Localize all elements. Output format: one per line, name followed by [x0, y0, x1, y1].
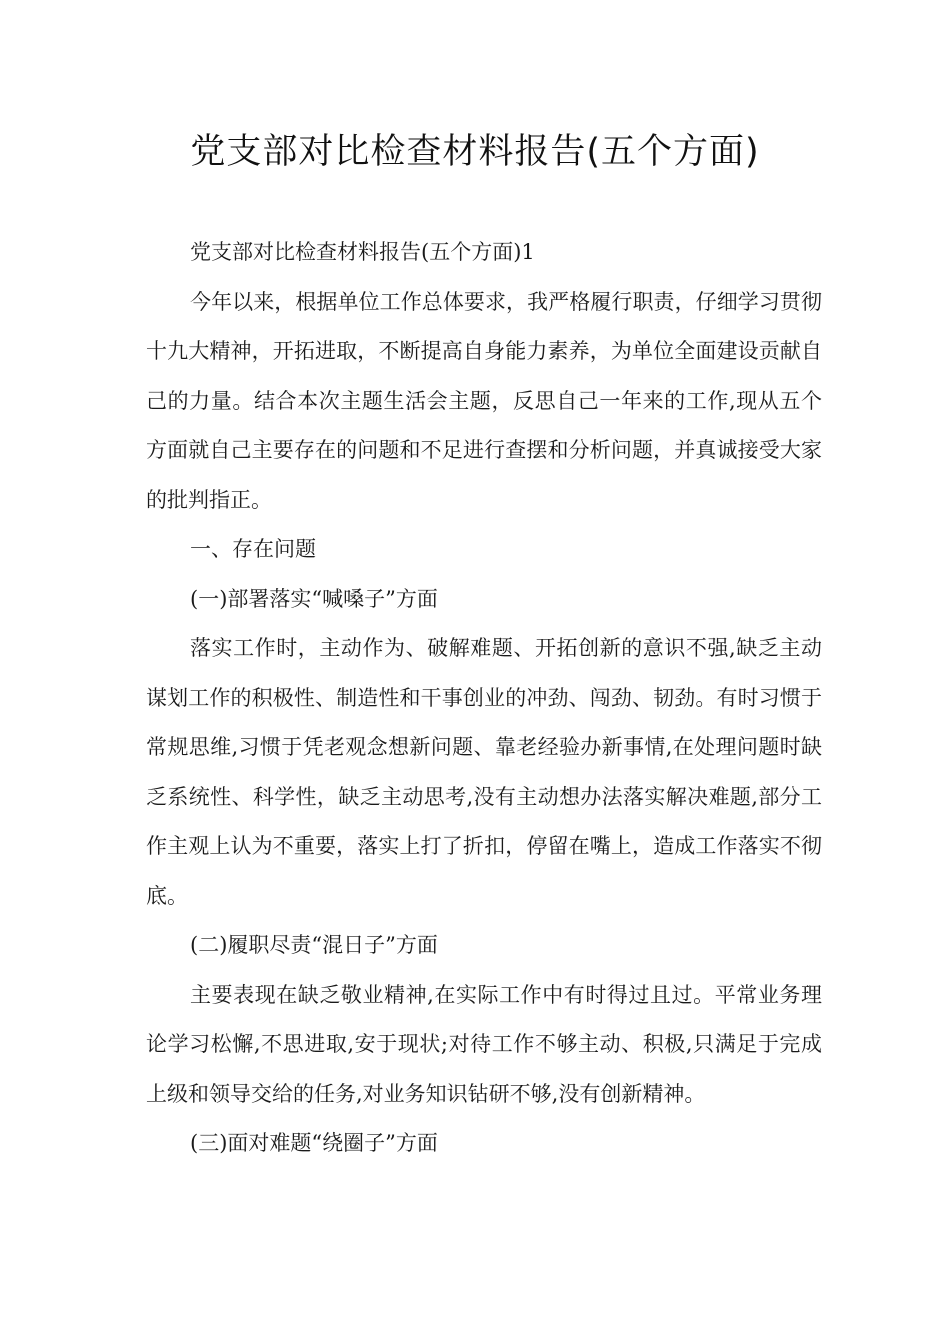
document-body: [146, 228, 822, 1169]
document-title: 党支部对比检查材料报告(五个方面): [190, 132, 760, 172]
subsection-heading-1: (一)部署落实“喊嗓子”方面: [190, 586, 438, 611]
section-heading-problems: 一、存在问题: [190, 537, 316, 561]
paragraph-subsection-1: 落实工作时，主动作为、破解难题、开拓创新的意识不强,缺乏主动谋划工作的积极性、制造性和干事创业的冲劲、闯劲、韧劲。有时习惯于常规思维,习惯于凭老观念想新问题、靠老经验办新事情,在处理问题时缺乏系统性、科学性，缺乏主动思考,没有主动想办法落实解决难题,部分工作主观上认为不重要，落实上打了折扣，停留在嘴上，造成工作落实不彻底。: [146, 636, 822, 908]
paragraph-subsection-2: 主要表现在缺乏敬业精神,在实际工作中有时得过且过。平常业务理论学习松懈,不思进取,安于现状;对待工作不够主动、积极,只满足于完成上级和领导交给的任务,对业务知识钻研不够,没有创新精神。: [146, 982, 822, 1106]
subsection-heading-2: (二)履职尽责“混日子”方面: [190, 933, 438, 957]
paragraph-intro: 今年以来，根据单位工作总体要求，我严格履行职责，仔细学习贯彻十九大精神，开拓进取，不断提高自身能力素养，为单位全面建设贡献自己的力量。结合本次主题生活会主题，反思自己一年来的工作,现从五个方面就自己主要存在的问题和不足进行查摆和分析问题，并真诚接受大家的批判指正。: [146, 289, 822, 512]
paragraph-subtitle: 党支部对比检查材料报告(五个方面)1: [190, 240, 535, 264]
subsection-heading-3: (三)面对难题“绕圈子”方面: [190, 1131, 438, 1155]
